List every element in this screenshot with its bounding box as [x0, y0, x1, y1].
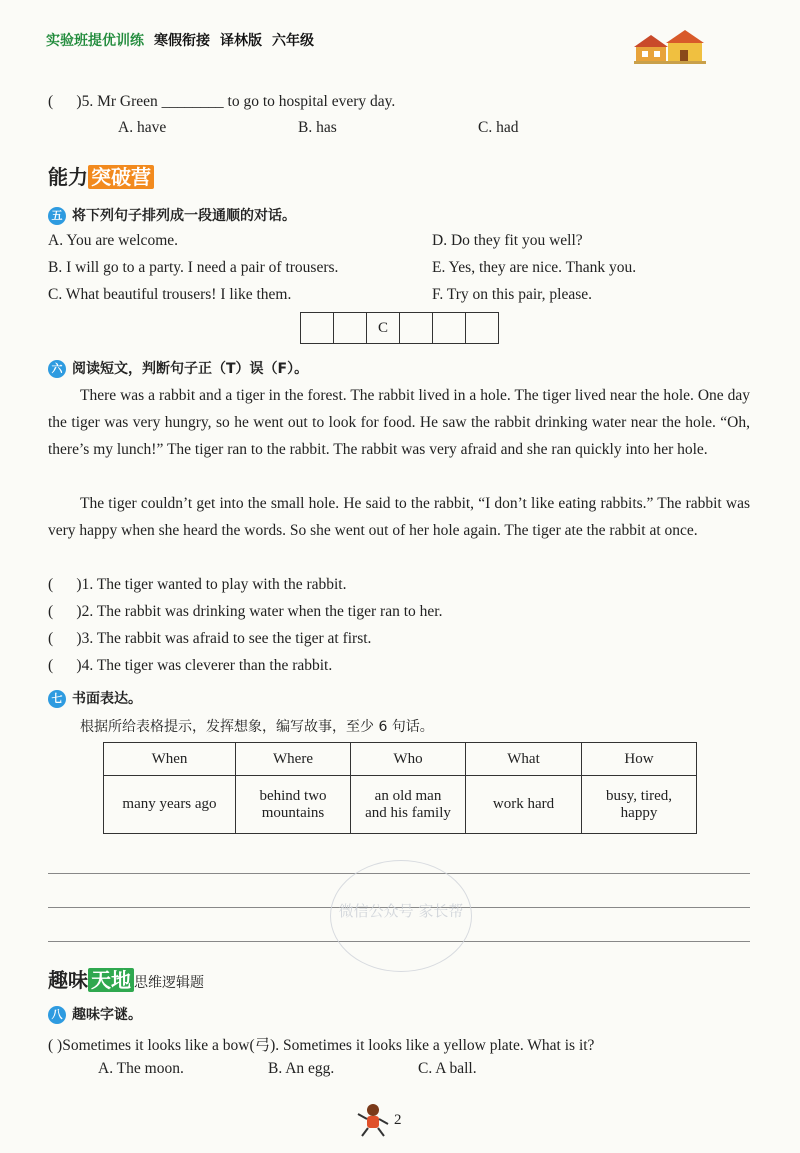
- table-cell: an old man and his family: [351, 776, 466, 834]
- answer-box[interactable]: [433, 313, 466, 343]
- part-5-heading: 五 将下列句子排列成一段通顺的对话。: [48, 205, 296, 225]
- q5-option-a: A. have: [118, 119, 167, 136]
- dialog-option-b: B. I will go to a party. I need a pair of trousers.: [48, 259, 339, 276]
- dialog-option-a: A. You are welcome.: [48, 232, 179, 249]
- watermark-stamp: 微信公众号 家长帮: [330, 860, 472, 972]
- answer-box[interactable]: [466, 313, 498, 343]
- table-header-cell: When: [104, 743, 236, 776]
- grade: 六年级: [272, 33, 314, 49]
- riddle-option-b: B. An egg.: [268, 1060, 335, 1077]
- number-badge-icon: 五: [48, 207, 66, 225]
- series-name: 实验班提优训练: [46, 33, 144, 49]
- page-header: [46, 30, 324, 50]
- tf-question-3: ( )3. The rabbit was afraid to see the tiger at first.: [48, 630, 372, 647]
- part-8-heading: 八 趣味字谜。: [48, 1004, 142, 1024]
- table-cell: many years ago: [104, 776, 236, 834]
- house-logo-icon: [634, 30, 706, 66]
- dialog-option-c: C. What beautiful trousers! I like them.: [48, 286, 292, 303]
- answer-box[interactable]: [400, 313, 433, 343]
- passage-paragraph-1: There was a rabbit and a tiger in the forest. The rabbit lived in a hole. The tiger lived near the hole. One day the tiger was very hungry, so he went out to look for food. He saw the rabbit drinking water near the hole. “Oh, there’s my lunch!” The tiger ran to the rabbit. The rabbit was very afraid and she ran quickly into her hole.: [48, 387, 750, 458]
- page-number: 2: [394, 1112, 402, 1128]
- story-hints-table: [103, 742, 697, 834]
- part-6-heading: 六 阅读短文，判断句子正（T）误（F）。: [48, 358, 308, 378]
- writing-instruction: 根据所给表格提示，发挥想象，编写故事，至少 6 句话。: [80, 719, 434, 735]
- answer-box[interactable]: [334, 313, 367, 343]
- edition: 译林版: [220, 33, 262, 49]
- answer-box[interactable]: [301, 313, 334, 343]
- dialog-option-f: F. Try on this pair, please.: [432, 286, 593, 303]
- question-5: ( )5. Mr Green ________ to go to hospital every day.: [48, 93, 396, 110]
- table-cell: behind two mountains: [236, 776, 351, 834]
- answer-box[interactable]: C: [367, 313, 400, 343]
- table-header-cell: How: [582, 743, 697, 776]
- question-5-text: Mr Green ________ to go to hospital every day.: [97, 93, 396, 110]
- tf-question-4: ( )4. The tiger was cleverer than the rabbit.: [48, 657, 333, 674]
- dialog-option-e: E. Yes, they are nice. Thank you.: [432, 259, 637, 276]
- table-header-row: [104, 743, 697, 776]
- book-title: 寒假衔接: [154, 33, 210, 49]
- number-badge-icon: 七: [48, 690, 66, 708]
- riddle-question: ( )Sometimes it looks like a bow(弓). Sometimes it looks like a yellow plate. What is it?: [48, 1037, 595, 1054]
- part-7-heading: 七 书面表达。: [48, 688, 142, 708]
- answer-boxes: [300, 312, 499, 344]
- section-title-ability: 能力 突破营: [48, 161, 154, 190]
- tf-question-1: ( )1. The tiger wanted to play with the rabbit.: [48, 576, 347, 593]
- table-header-cell: Who: [351, 743, 466, 776]
- q5-option-c: C. had: [478, 119, 519, 136]
- table-row: [104, 776, 697, 834]
- dialog-option-d: D. Do they fit you well?: [432, 232, 583, 249]
- table-cell: work hard: [466, 776, 582, 834]
- table-cell: busy, tired, happy: [582, 776, 697, 834]
- riddle-option-a: A. The moon.: [98, 1060, 184, 1077]
- number-badge-icon: 六: [48, 360, 66, 378]
- passage-paragraph-2: The tiger couldn’t get into the small hole. He said to the rabbit, “I don’t like eating rabbits.” The rabbit was very happy when she heard the words. So she went out of her hole again. The tiger ate the rabbit at once.: [48, 495, 750, 539]
- table-header-cell: What: [466, 743, 582, 776]
- mascot-icon: [356, 1102, 390, 1138]
- number-badge-icon: 八: [48, 1006, 66, 1024]
- section-title-fun: 趣味 天地 思维逻辑题: [48, 968, 204, 992]
- riddle-option-c: C. A ball.: [418, 1060, 477, 1077]
- table-header-cell: Where: [236, 743, 351, 776]
- tf-question-2: ( )2. The rabbit was drinking water when the tiger ran to her.: [48, 603, 443, 620]
- q5-option-b: B. has: [298, 119, 337, 136]
